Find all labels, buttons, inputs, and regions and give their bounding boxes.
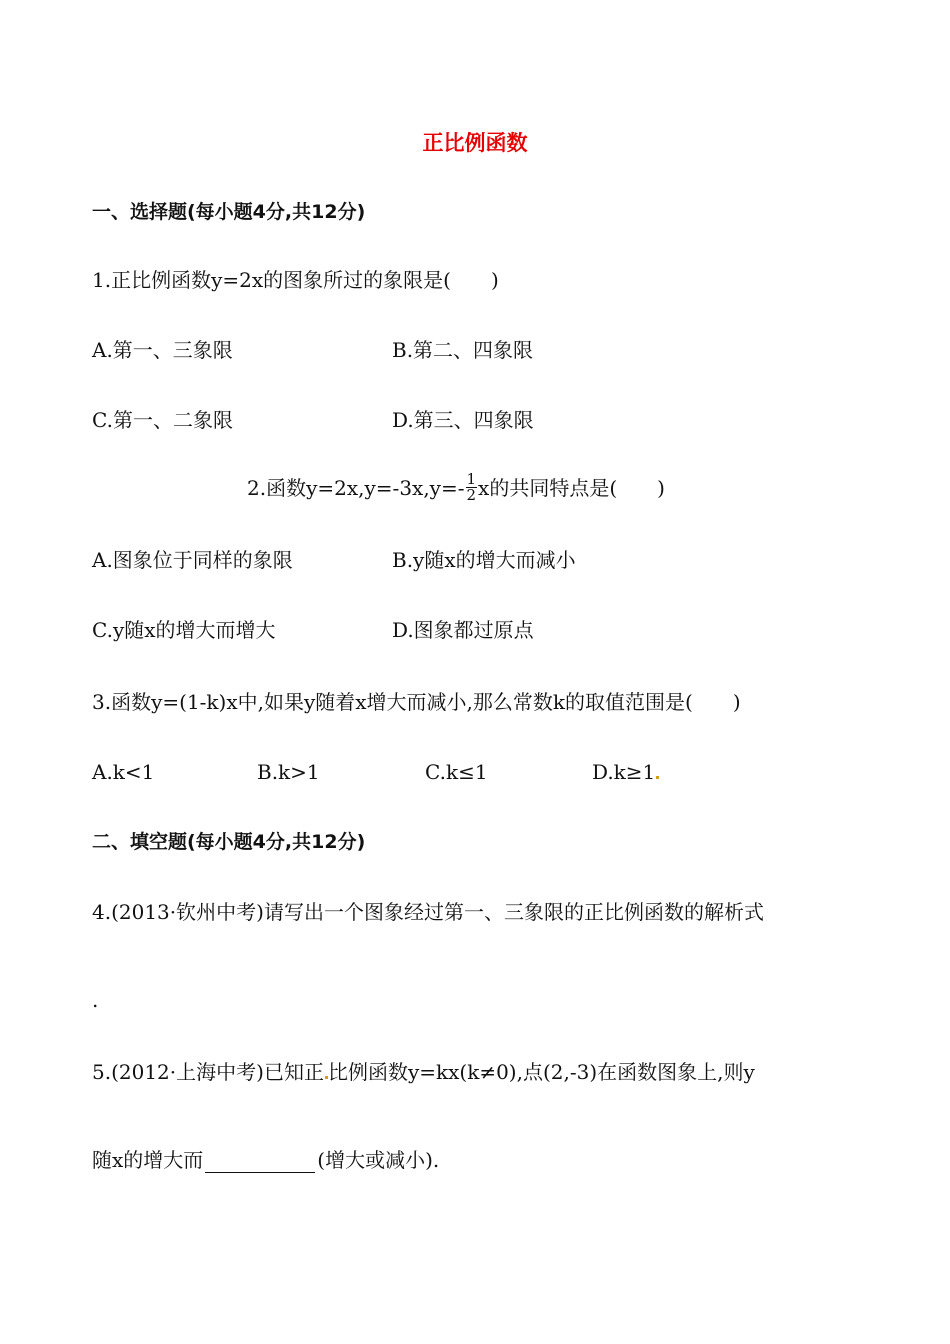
question-3-option-a: A.k<1 (92, 760, 155, 784)
answer-blank[interactable] (205, 1152, 315, 1173)
question-4-stem: 4.(2013·钦州中考)请写出一个图象经过第一、三象限的正比例函数的解析式 (92, 900, 764, 924)
fraction-denominator: 2 (466, 486, 477, 504)
question-2-stem-before: 2.函数y=2x,y=-3x,y=- (247, 476, 465, 500)
question-5-line-2-after: (增大或减小). (317, 1148, 440, 1172)
question-5-line-2-before: 随x的增大而 (92, 1148, 204, 1172)
question-2-option-d: D.图象都过原点 (392, 618, 534, 642)
question-5-line-2 (92, 1147, 439, 1173)
question-2-option-c: C.y随x的增大而增大 (92, 618, 276, 642)
question-2-stem-after: x的共同特点是( ) (478, 476, 665, 500)
question-3-option-b: B.k>1 (257, 760, 320, 784)
page-title: 正比例函数 (422, 131, 528, 155)
fraction-numerator: 1 (466, 470, 477, 488)
section-heading-choice: 一、选择题(每小题4分,共12分) (92, 201, 366, 223)
section-heading-fill: 二、填空题(每小题4分,共12分) (92, 831, 366, 853)
question-1-option-a: A.第一、三象限 (92, 338, 233, 362)
fraction-one-half (466, 472, 478, 503)
question-1-option-b: B.第二、四象限 (392, 338, 534, 362)
question-5-stem-a: 5.(2012·上海中考)已知正 (92, 1060, 324, 1084)
question-3-option-d-text: D.k≥1 (592, 760, 656, 784)
question-2-option-b: B.y随x的增大而减小 (392, 548, 576, 572)
question-1-option-d: D.第三、四象限 (392, 408, 534, 432)
question-1-stem: 1.正比例函数y=2x的图象所过的象限是( ) (92, 268, 499, 292)
question-2-option-a: A.图象位于同样的象限 (92, 548, 293, 572)
question-5-stem (92, 1059, 755, 1085)
question-3-option-d (592, 759, 659, 785)
question-5-stem-b: 比例函数y=kx(k≠0),点(2,-3)在函数图象上,则y (327, 1060, 755, 1084)
question-3-option-c: C.k≤1 (425, 760, 488, 784)
question-4-end: . (92, 988, 99, 1012)
question-1-option-c: C.第一、二象限 (92, 408, 233, 432)
question-2-stem (247, 470, 665, 505)
question-3-stem: 3.函数y=(1-k)x中,如果y随着x增大而减小,那么常数k的取值范围是( ) (92, 690, 741, 714)
stray-dot-mark (656, 776, 659, 779)
